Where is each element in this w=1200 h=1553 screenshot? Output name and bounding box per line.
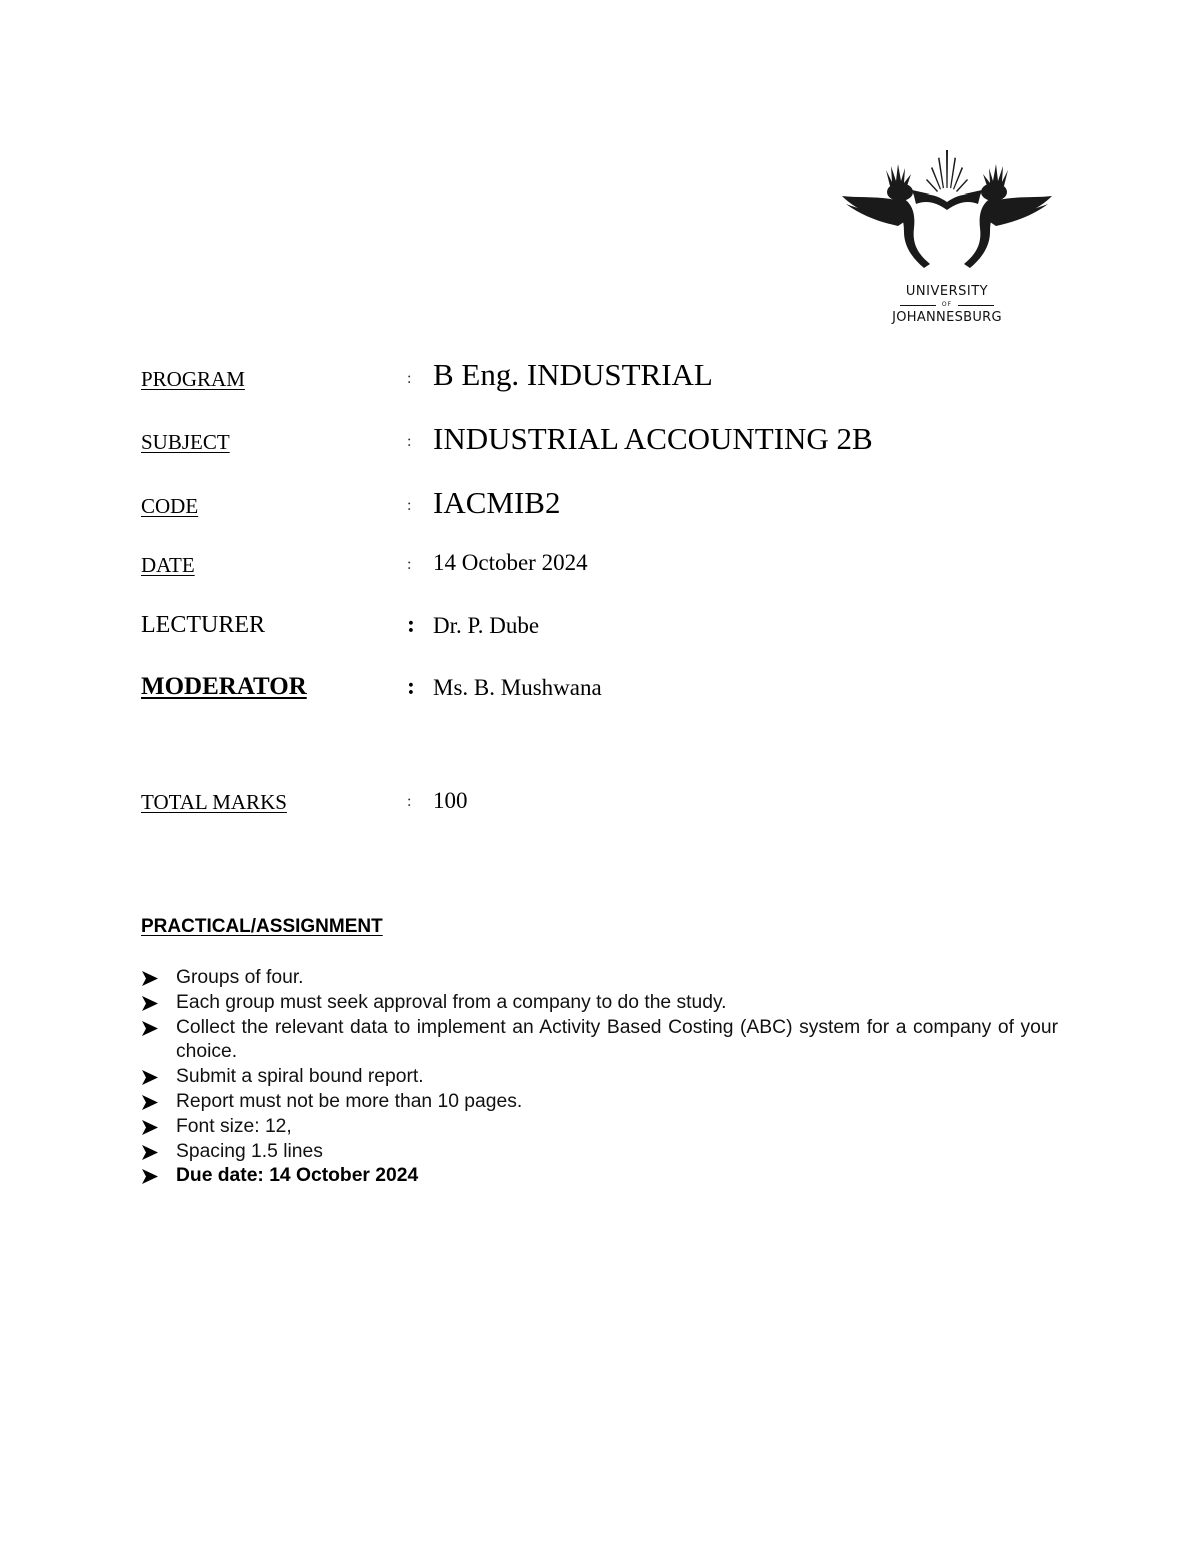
arrow-bullet-icon [141, 996, 158, 1011]
list-item-text: Groups of four. [176, 967, 304, 988]
field-lecturer [141, 610, 1061, 646]
field-value: INDUSTRIAL ACCOUNTING 2B [433, 421, 873, 456]
field-label: CODE [141, 494, 199, 518]
field-label: SUBJECT [141, 430, 230, 454]
university-crest-icon [838, 148, 1056, 278]
field-code [141, 485, 1061, 528]
field-program [141, 357, 1061, 400]
arrow-bullet-icon [141, 1095, 158, 1110]
arrow-bullet-icon [141, 1145, 158, 1160]
field-value: Ms. B. Mushwana [433, 675, 602, 700]
assignment-list [141, 966, 1058, 1189]
field-value: 14 October 2024 [433, 550, 588, 575]
field-colon: : [407, 556, 412, 573]
field-label: DATE [141, 553, 195, 577]
field-value: B Eng. INDUSTRIAL [433, 357, 713, 392]
field-subject [141, 421, 1061, 464]
list-item-text: Spacing 1.5 lines [176, 1140, 323, 1162]
field-value: 100 [433, 788, 468, 813]
list-item-text: Font size: 12, [176, 1115, 292, 1137]
field-value: IACMIB2 [433, 485, 561, 520]
logo-text-of: OF [941, 301, 953, 308]
arrow-bullet-icon [141, 1021, 158, 1036]
arrow-bullet-icon [141, 971, 158, 986]
field-date [141, 548, 1061, 584]
field-label: PROGRAM [141, 367, 245, 391]
list-item [141, 1115, 1058, 1140]
arrow-bullet-icon [141, 1169, 158, 1184]
logo-divider-right [958, 305, 994, 306]
field-label: TOTAL MARKS [141, 790, 287, 814]
list-item-text: Each group must seek approval from a company to do the study. [176, 991, 727, 1013]
field-moderator [141, 672, 1061, 708]
list-item-text: Report must not be more than 10 pages. [176, 1090, 523, 1112]
list-item-text: Submit a spiral bound report. [176, 1066, 424, 1088]
list-item [141, 1016, 1058, 1066]
list-item-text: Due date: 14 October 2024 [176, 1165, 419, 1187]
section-title: PRACTICAL/ASSIGNMENT [141, 916, 383, 937]
arrow-bullet-icon [141, 1070, 158, 1085]
list-item [141, 966, 1058, 991]
due-date-item [141, 1164, 1058, 1189]
arrow-bullet-icon [141, 1120, 158, 1135]
list-item-text: Collect the relevant data to implement an Activity Based Costing (ABC) system for a company of your choice. [176, 1016, 1058, 1063]
field-colon: : [407, 497, 412, 514]
field-colon: : [407, 793, 412, 810]
list-item [141, 1140, 1058, 1165]
field-colon: : [407, 370, 412, 387]
field-colon: : [407, 674, 415, 700]
logo-text-johannesburg: JOHANNESBURG [892, 310, 1002, 325]
field-label: MODERATOR [141, 673, 307, 700]
field-label: LECTURER [141, 612, 265, 638]
list-item [141, 1065, 1058, 1090]
field-colon: : [407, 612, 415, 638]
university-logo [838, 148, 1056, 330]
field-colon: : [407, 433, 412, 450]
field-total-marks [141, 786, 1061, 822]
list-item [141, 1090, 1058, 1115]
field-value: Dr. P. Dube [433, 613, 540, 638]
logo-text-university: UNIVERSITY [905, 284, 989, 299]
list-item [141, 991, 1058, 1016]
